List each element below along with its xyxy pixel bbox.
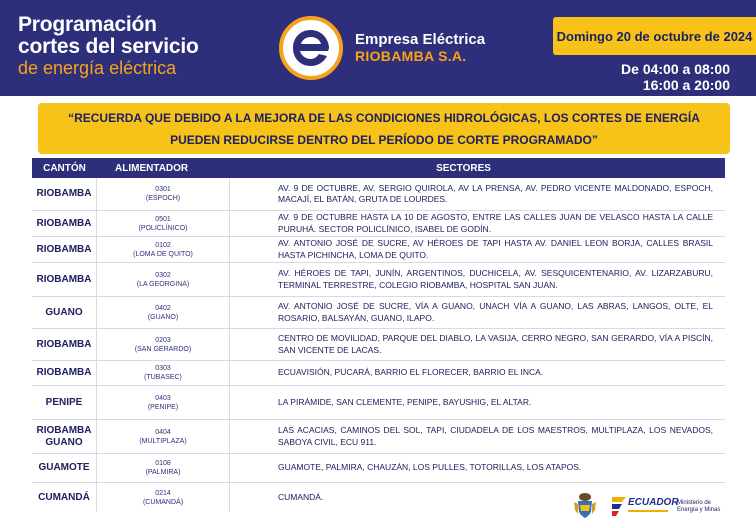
alimentador-cell <box>97 263 230 296</box>
time-range-2: 16:00 a 20:00 <box>642 77 730 93</box>
canton-cell: RIOBAMBA <box>32 211 97 236</box>
sectores-cell: CUMANDÁ. <box>278 491 324 502</box>
canton-cell: GUANO <box>32 297 97 328</box>
header-alimentador: ALIMENTADOR <box>115 162 189 174</box>
alimentador-cell <box>97 420 230 453</box>
brand-subname: RIOBAMBA S.A. <box>355 48 467 64</box>
canton-cell: GUAMOTE <box>32 454 97 482</box>
alimentador-code: 0403 <box>155 394 171 402</box>
notice-line-2: PUEDEN REDUCIRSE DENTRO DEL PERÍODO DE CORTE PROGRAMADO” <box>170 132 598 147</box>
sectores-cell: AV. 9 DE OCTUBRE, AV. SERGIO QUIROLA, AV LA PRENSA, AV. PEDRO VICENTE MALDONADO, ESPOCH, MACAJÍ, EL BATÁN, GRUTA DE LOURDES. <box>278 182 713 204</box>
alimentador-code: 0214 <box>155 489 171 497</box>
title-line-2: cortes del servicio <box>18 35 199 58</box>
header-banner <box>0 0 756 96</box>
canton-cell: CUMANDÁ <box>32 483 97 512</box>
alimentador-name: (PENIPE) <box>147 403 179 411</box>
alimentador-code: 0404 <box>155 428 171 436</box>
ministerio-line-1: Ministerio de <box>677 500 712 506</box>
alimentador-name: (MULTIPLAZA) <box>139 437 187 445</box>
canton-cell: RIOBAMBA <box>32 263 97 296</box>
alimentador-code: 0301 <box>155 186 171 193</box>
alimentador-name: (GUANO) <box>147 313 179 321</box>
table-row <box>32 420 725 454</box>
alimentador-cell <box>97 237 230 262</box>
alimentador-name: (CUMANDÁ) <box>142 498 184 506</box>
table-header <box>32 158 725 178</box>
sectores-cell: AV. ANTONIO JOSÉ DE SUCRE, AV HÉROES DE TAPI HASTA AV. DANIEL LEON BORJA, CALLES BRASIL HASTA PICHINCHA, LOMA DE QUITO. <box>278 238 713 260</box>
table-row <box>32 386 725 420</box>
alimentador-code: 0501 <box>155 215 171 223</box>
alimentador-name: (SAN GERARDO) <box>134 345 192 353</box>
alimentador-cell <box>97 361 230 385</box>
ministerio-line-2: Energía y Minas <box>677 507 721 513</box>
alimentador-cell <box>97 178 230 210</box>
alimentador-cell <box>97 211 230 236</box>
alimentador-cell <box>97 483 230 512</box>
alimentador-code: 0302 <box>155 271 171 279</box>
canton-cell: RIOBAMBA <box>32 178 97 210</box>
alimentador-code: 0203 <box>155 336 171 344</box>
sectores-cell: CENTRO DE MOVILIDAD, PARQUE DEL DIABLO, LA VASIJA, CERRO NEGRO, SAN GERARDO, VÍA A PISCÍN, SAN VICENTE DE LACAS. <box>278 333 713 355</box>
table-row <box>32 361 725 386</box>
table-row <box>32 211 725 237</box>
canton-cell: PENIPE <box>32 386 97 419</box>
header-sectores: SECTORES <box>436 162 491 174</box>
notice-banner <box>38 103 730 154</box>
alimentador-code: 0402 <box>155 304 171 312</box>
title-block <box>18 14 218 79</box>
sectores-cell: AV. HÉROES DE TAPI, JUNÍN, ARGENTINOS, DUCHICELA, AV. SESQUICENTENARIO, AV. LIZARZABURU, TERMINAL TERRESTRE, COLEGIO RIOBAMBA, HOSPITAL SAN JUAN. <box>278 268 713 290</box>
title-line-1: Programación <box>18 13 157 36</box>
table-row <box>32 329 725 361</box>
table-row <box>32 178 725 211</box>
ecuador-text: ECUADOR <box>628 497 679 508</box>
alimentador-code: 0108 <box>155 460 171 467</box>
table-row <box>32 454 725 483</box>
sectores-cell: GUAMOTE, PALMIRA, CHAUZÁN, LOS PULLES, TOTORILLAS, LOS ATAPOS. <box>278 462 582 473</box>
sectores-cell: ECUAVISIÓN, PUCARÁ, BARRIO EL FLORECER, BARRIO EL INCA. <box>278 367 544 378</box>
alimentador-cell <box>97 297 230 328</box>
alimentador-name: (PALMIRA) <box>145 469 181 476</box>
ecuador-underline <box>628 510 668 512</box>
brand-name: Empresa Eléctrica <box>355 31 486 48</box>
alimentador-code: 0303 <box>155 365 171 372</box>
title-line-3: de energía eléctrica <box>18 58 177 78</box>
table-row <box>32 237 725 263</box>
ministerio-label <box>677 500 720 514</box>
alimentador-name: (LOMA DE QUITO) <box>133 250 193 258</box>
date-badge: Domingo 20 de octubre de 2024 <box>553 17 756 55</box>
alimentador-cell <box>97 454 230 482</box>
alimentador-cell <box>97 329 230 360</box>
canton-cell: RIOBAMBA <box>32 237 97 262</box>
alimentador-name: (LA GEORGINA) <box>136 280 190 288</box>
alimentador-name: (POLICLÍNICO) <box>138 224 188 232</box>
notice-line-1: “RECUERDA QUE DEBIDO A LA MEJORA DE LAS CONDICIONES HIDROLÓGICAS, LOS CORTES DE ENERGÍA <box>68 110 700 125</box>
alimentador-name: (ESPOCH) <box>145 195 181 202</box>
company-logo <box>275 14 495 80</box>
e-logo-icon <box>279 16 343 80</box>
header-canton: CANTÓN <box>43 162 86 174</box>
canton-cell: RIOBAMBA <box>32 329 97 360</box>
alimentador-name: (TUBASEC) <box>144 374 182 381</box>
canton-cell: RIOBAMBA <box>32 361 97 385</box>
schedule-table <box>32 158 725 512</box>
alimentador-cell <box>97 386 230 419</box>
alimentador-code: 0102 <box>155 241 171 249</box>
sectores-cell: LAS ACACIAS, CAMINOS DEL SOL, TAPI, CIUDADELA DE LOS MAESTROS, MULTIPLAZA, LOS NEVADOS, SABOYA CIVIL, ECU 911. <box>278 425 713 447</box>
sectores-cell: LA PIRÁMIDE, SAN CLEMENTE, PENIPE, BAYUSHIG, EL ALTAR. <box>278 396 532 407</box>
canton-cell: RIOBAMBA GUANO <box>32 420 97 453</box>
sectores-cell: AV. ANTONIO JOSÉ DE SUCRE, VÍA A GUANO, UNACH VÍA A GUANO, LAS ABRAS, LANGOS, OLTE, EL ROSARIO, BALSAYÁN, GUANO, ILAPO. <box>278 301 713 323</box>
sectores-cell: AV. 9 DE OCTUBRE HASTA LA 10 DE AGOSTO, ENTRE LAS CALLES JUAN DE VELASCO HASTA LA CALLE PURUHÁ. SECTOR POLICLÍNICO, ISABEL DE GODÍN. <box>278 212 713 234</box>
table-row <box>32 297 725 329</box>
time-range-1: De 04:00 a 08:00 <box>621 61 730 77</box>
coat-of-arms-icon <box>573 492 597 520</box>
table-row <box>32 263 725 297</box>
